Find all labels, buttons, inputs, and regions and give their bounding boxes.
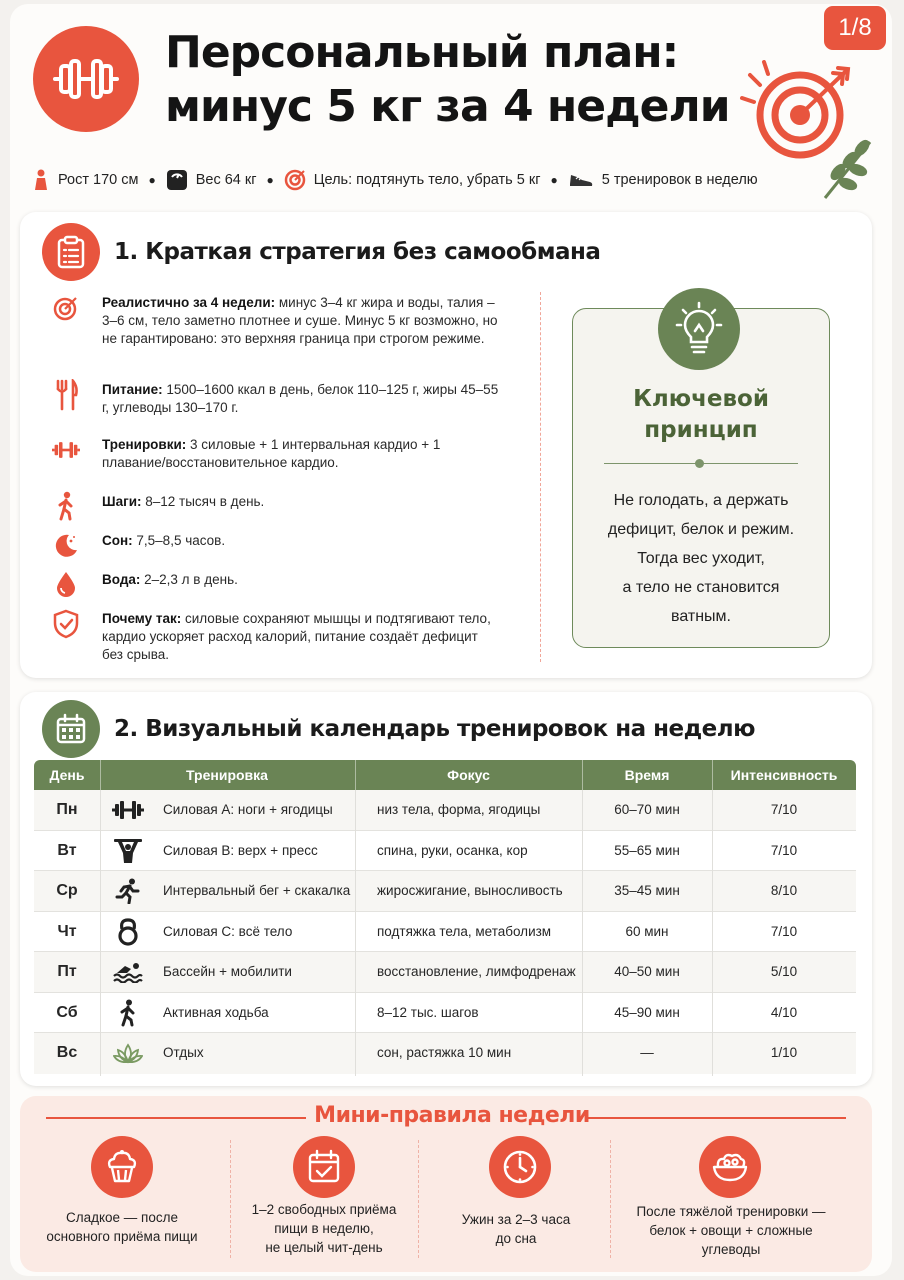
clipboard-icon — [42, 223, 100, 281]
strategy-item-training: Тренировки: 3 силовые + 1 интервальная кардио + 1 плавание/восстановительное кардио. — [52, 436, 502, 472]
meta-height: Рост 170 см — [32, 169, 138, 191]
shield-check-icon — [52, 610, 80, 638]
strategy-section-title: 1. Краткая стратегия без самообмана — [114, 239, 601, 265]
walking-icon — [52, 492, 80, 520]
table-row: Ср Интервальный бег + скакалка жиросжигание, выносливость 35–45 мин 8/10 — [34, 871, 856, 912]
key-principle-title: Ключевой принцип — [633, 386, 769, 443]
water-drop-icon — [52, 570, 80, 598]
table-row: Сб Активная ходьба 8–12 тыс. шагов 45–90 мин 4/10 — [34, 993, 856, 1034]
moon-icon — [52, 531, 80, 559]
profile-meta: Рост 170 см ● Вес 64 кг ● Цель: подтянуть тело, убрать 5 кг ● 5 тренировок в неделю — [32, 166, 758, 194]
strategy-item-steps: Шаги: 8–12 тысяч в день. — [52, 492, 502, 520]
column-divider — [712, 790, 713, 1076]
calendar-check-icon — [293, 1136, 355, 1198]
column-header-workout: Тренировка — [186, 767, 268, 783]
column-divider — [582, 790, 583, 1076]
person-icon — [32, 169, 50, 191]
page-indicator: 1/8 — [824, 6, 886, 50]
calendar-section-title: 2. Визуальный календарь тренировок на неделю — [114, 716, 755, 742]
dumbbell-icon — [52, 436, 80, 464]
strategy-item-nutrition: Питание: 1500–1600 ккал в день, белок 110–125 г, жиры 45–55 г, углеводы 130–170 г. — [52, 381, 502, 417]
table-row: Вт Силовая В: верх + пресс спина, руки, осанка, кор 55–65 мин 7/10 — [34, 831, 856, 872]
section-divider — [540, 292, 541, 662]
target-icon — [52, 294, 80, 322]
meta-goal: Цель: подтянуть тело, убрать 5 кг — [284, 169, 541, 191]
page-title: Персональный план: минус 5 кг за 4 недели — [165, 27, 730, 132]
kettlebell-icon — [108, 912, 148, 952]
column-header-time: Время — [624, 767, 670, 783]
lightbulb-icon — [658, 288, 740, 370]
walking-icon — [108, 993, 148, 1033]
rule-separator — [230, 1140, 231, 1258]
column-header-intensity: Интенсивность — [730, 767, 838, 783]
table-row: Пт Бассейн + мобилити восстановление, лимфодренаж 40–50 мин 5/10 — [34, 952, 856, 993]
rule-after-training: После тяжёлой тренировки — белок + овощи + сложные углеводы — [636, 1204, 826, 1257]
strategy-item-water: Вода: 2–2,3 л в день. — [52, 570, 502, 598]
clock-icon — [489, 1136, 551, 1198]
column-divider — [100, 790, 101, 1076]
running-icon — [108, 871, 148, 911]
fork-knife-icon — [52, 381, 80, 409]
upper-body-icon — [108, 831, 148, 871]
meta-workouts: 5 тренировок в неделю — [568, 171, 758, 189]
table-row: Чт Силовая С: всё тело подтяжка тела, метаболизм 60 мин 7/10 — [34, 912, 856, 953]
sneaker-icon — [568, 171, 594, 189]
target-icon — [284, 169, 306, 191]
scale-icon — [166, 169, 188, 191]
rule-separator — [610, 1140, 611, 1258]
mini-rules-title: Мини-правила недели — [314, 1103, 590, 1128]
strategy-item-sleep: Сон: 7,5–8,5 часов. — [52, 531, 502, 559]
swimming-icon — [108, 952, 148, 992]
strategy-section-header — [42, 223, 600, 281]
rule-dinner: Ужин за 2–3 часа до сна — [461, 1212, 571, 1246]
dumbbell-icon — [108, 790, 148, 830]
column-divider — [355, 790, 356, 1076]
strategy-item-why: Почему так: силовые сохраняют мышцы и подтягивают тело, кардио ускоряет расход калорий, питание создаёт дефицит без срыва. — [52, 610, 502, 664]
lotus-icon — [108, 1033, 148, 1073]
key-principle-text: Не голодать, а держать дефицит, белок и режим. Тогда вес уходит, а тело не становится ватным. — [607, 492, 795, 625]
cupcake-icon — [91, 1136, 153, 1198]
rule-separator — [418, 1140, 419, 1258]
key-principle-dot — [695, 459, 704, 468]
table-header — [34, 760, 856, 790]
calendar-icon — [42, 700, 100, 758]
rule-sweets: Сладкое — после основного приёма пищи — [46, 1210, 198, 1244]
meta-weight: Вес 64 кг — [166, 169, 257, 191]
column-header-day: День — [49, 767, 85, 783]
strategy-item-realistic: Реалистично за 4 недели: минус 3–4 кг жира и воды, талия –3–6 см, тело заметно плотнее и суше. Минус 5 кг возможно, но не гарантировано: это верхняя граница при строгом режиме. — [52, 294, 502, 348]
table-row: Пн Силовая А: ноги + ягодицы низ тела, форма, ягодицы 60–70 мин 7/10 — [34, 790, 856, 831]
column-header-focus: Фокус — [447, 767, 490, 783]
dumbbell-logo-icon — [33, 26, 139, 132]
table-row: Вс Отдых сон, растяжка 10 мин — 1/10 — [34, 1033, 856, 1074]
calendar-section-header — [42, 700, 755, 758]
rule-free-meals: 1–2 свободных приёма пищи в неделю, не целый чит-день — [251, 1202, 397, 1255]
salad-bowl-icon — [699, 1136, 761, 1198]
